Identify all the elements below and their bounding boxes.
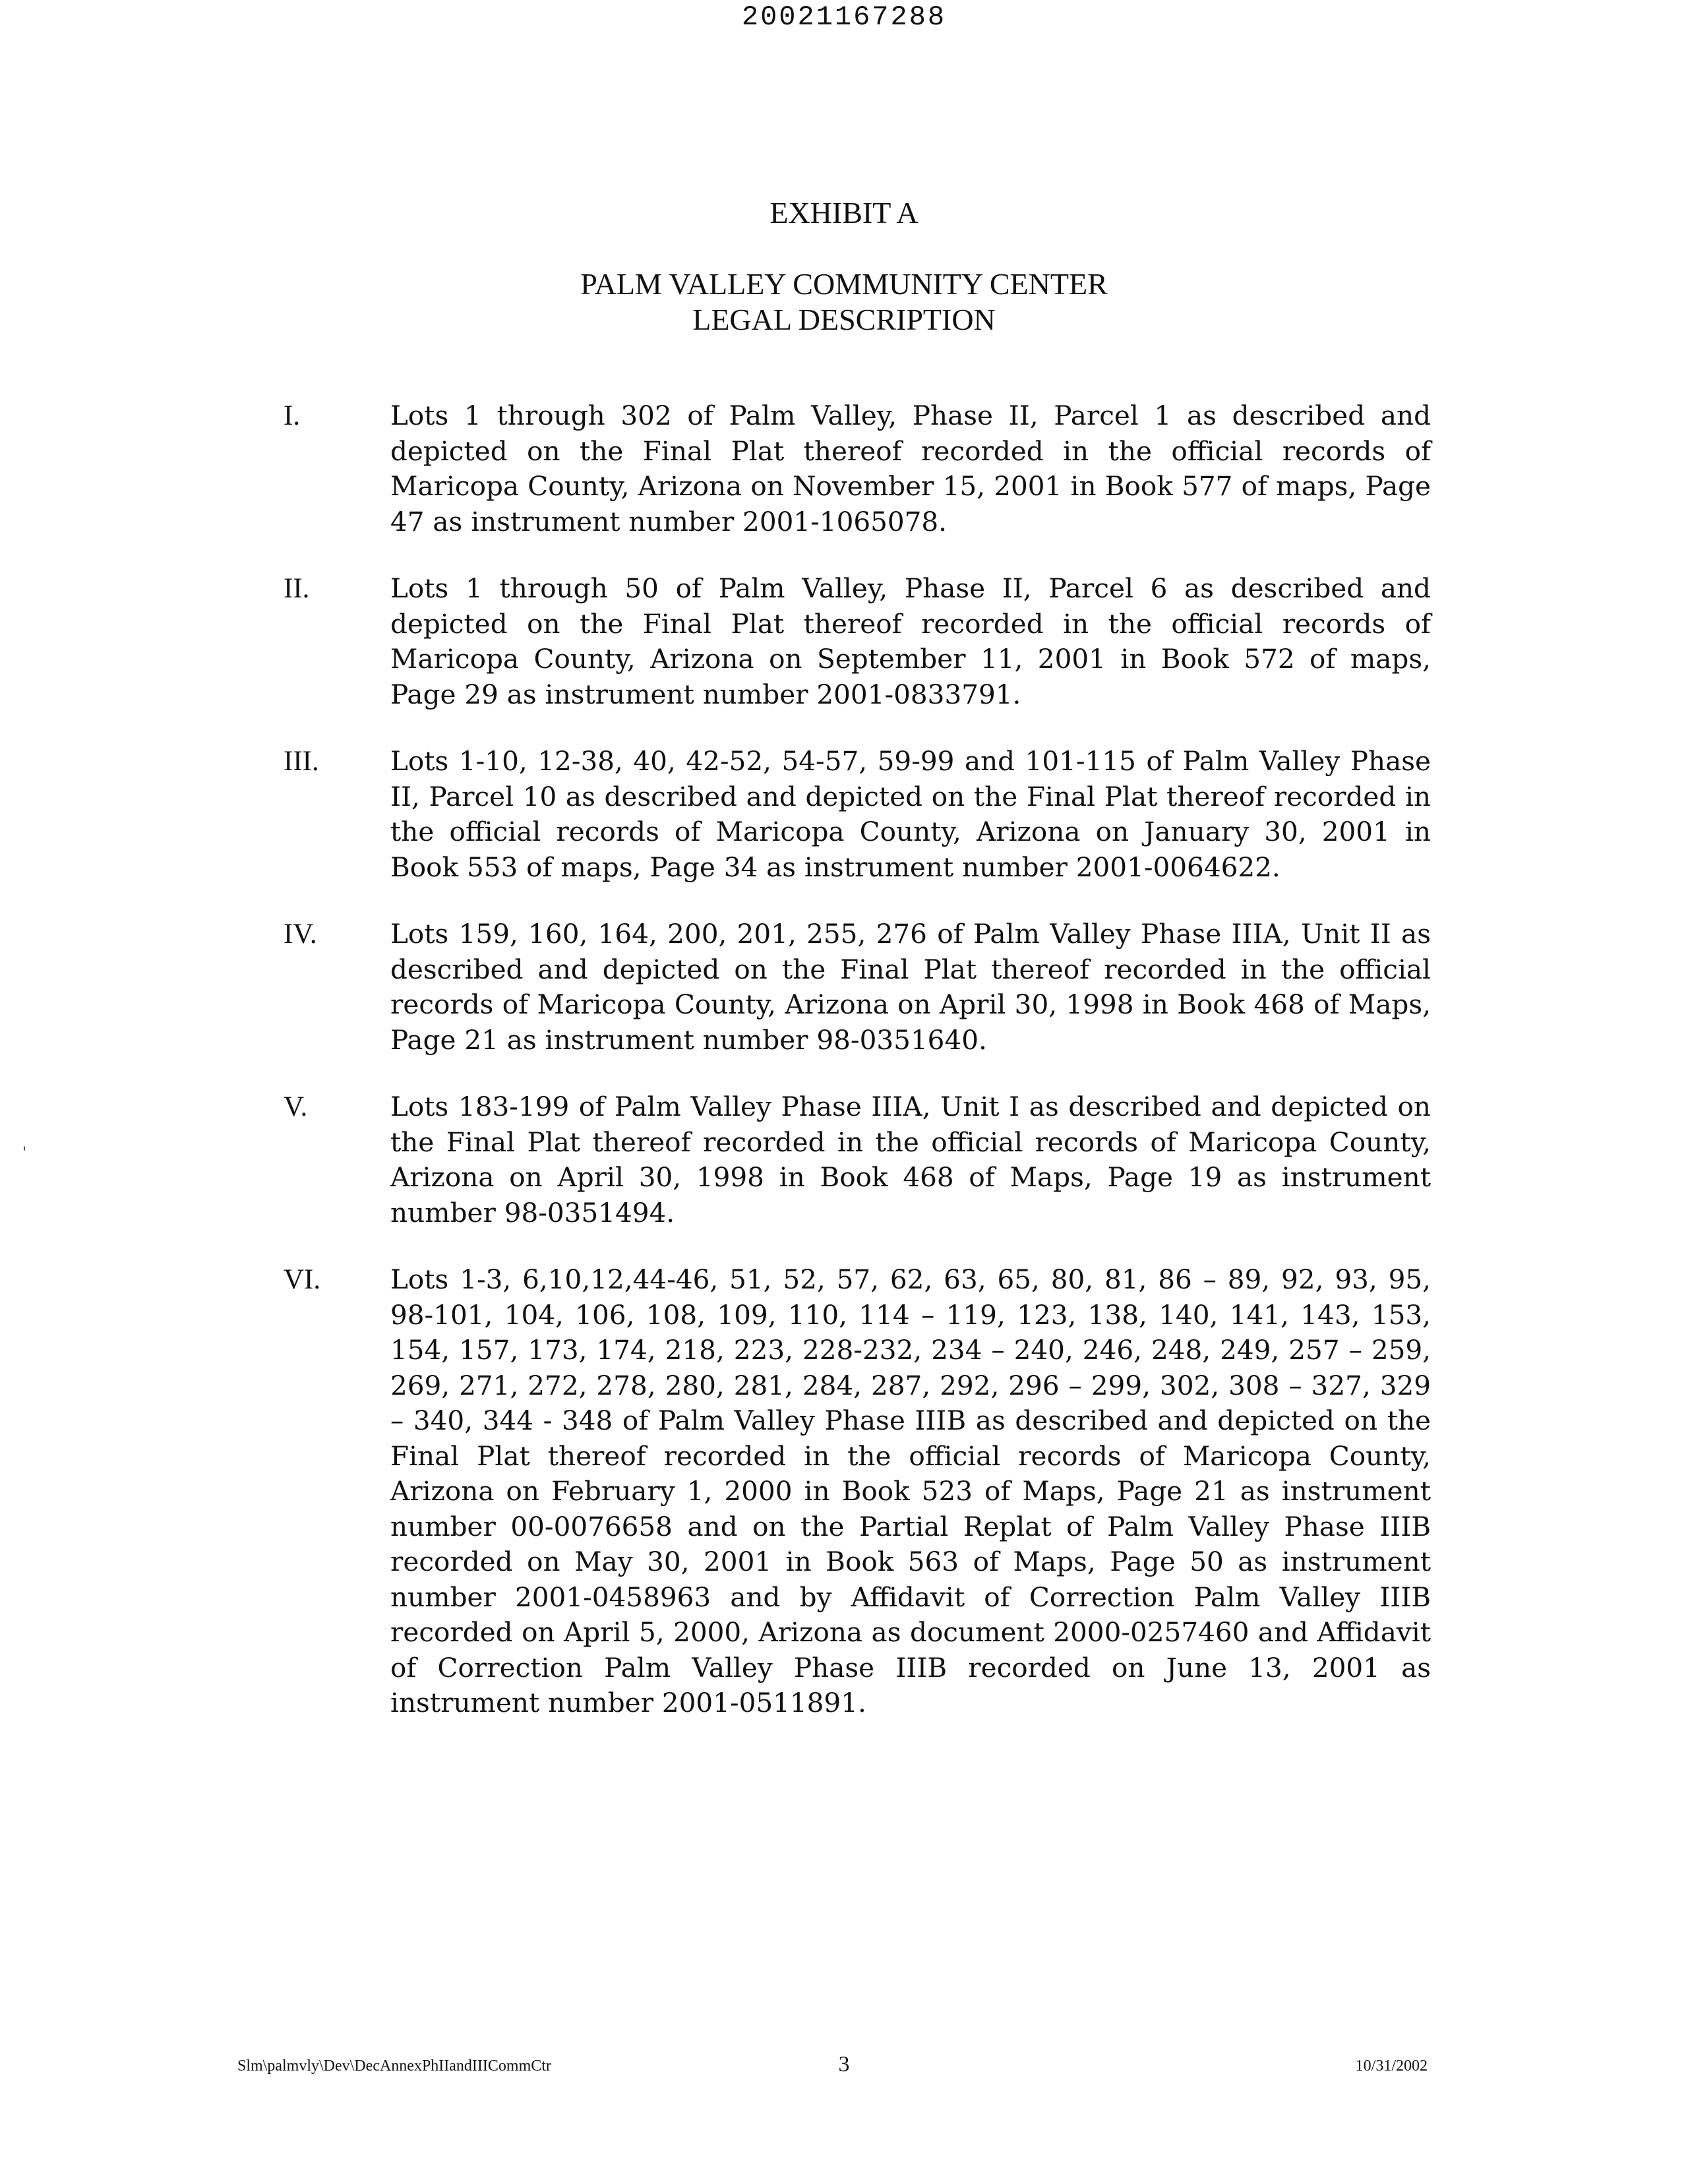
item-text: Lots 1 through 302 of Palm Valley, Phase II, Parcel 1 as described and depicted on the Final Plat thereof recorded in the official records of Maricopa County, Arizona on November 15, 2001 in Book 577 of maps, Page 47 as instrument number 2001-1065078. (390, 400, 1431, 537)
document-number: 20021167288 (741, 1, 947, 33)
page-title (0, 266, 1688, 338)
item-numeral: III. (284, 746, 319, 777)
item-text: Lots 159, 160, 164, 200, 201, 255, 276 of Palm Valley Phase IIIA, Unit II as described and depicted on the Final Plat thereof recorded in the official records of Maricopa County, Arizona on April 30, 1998 in Book 468 of Maps, Page 21 as instrument number 98-0351640. (390, 918, 1431, 1056)
list-item (284, 744, 1431, 885)
item-numeral: IV. (284, 919, 317, 950)
item-text: Lots 183-199 of Palm Valley Phase IIIA, Unit I as described and depicted on the Final Plat thereof recorded in the official records of Maricopa County, Arizona on April 30, 1998 in Book 468 of Maps, Page 19 as instrument number 98-0351494. (390, 1091, 1431, 1228)
legal-description-list (284, 398, 1431, 1753)
list-item (284, 1262, 1431, 1721)
title-line-2: LEGAL DESCRIPTION (692, 303, 996, 336)
list-item (284, 917, 1431, 1058)
exhibit-title: EXHIBIT A (769, 196, 919, 229)
footer-date: 10/31/2002 (1355, 2057, 1428, 2075)
item-numeral: VI. (284, 1264, 321, 1295)
list-item (284, 571, 1431, 712)
list-item (284, 398, 1431, 539)
item-numeral: I. (284, 400, 301, 431)
item-numeral: V. (284, 1091, 308, 1122)
footer-page-number: 3 (838, 2052, 850, 2077)
title-line-1: PALM VALLEY COMMUNITY CENTER (580, 267, 1108, 301)
item-text: Lots 1-3, 6,10,12,44-46, 51, 52, 57, 62, 63, 65, 80, 81, 86 – 89, 92, 93, 95, 98-101, 104, 106, 108, 109, 110, 114 – 119, 123, 138, 140, 141, 143, 153, 154, 157, 173, 174, 218, 223, 228-232, 234 – 240, 246, 248, 249, 257 – 259, 269, 271, 272, 278, 280, 281, 284, 287, 292, 296 – 299, 302, 308 – 327, 329 – 340, 344 - 348 of Palm Valley Phase IIIB as described and depicted on the Final Plat thereof recorded in the official records of Maricopa County, Arizona on February 1, 2000 in Book 523 of Maps, Page 21 as instrument number 00-0076658 and on the Partial Replat of Palm Valley Phase IIIB recorded on May 30, 2001 in Book 563 of Maps, Page 50 as instrument number 2001-0458963 and by Affidavit of Correction Palm Valley IIIB recorded on April 5, 2000, Arizona as document 2000-0257460 and Affidavit of Correction Palm Valley Phase IIIB recorded on June 13, 2001 as instrument number 2001-0511891. (390, 1263, 1431, 1718)
item-text: Lots 1 through 50 of Palm Valley, Phase II, Parcel 6 as described and depicted on the Final Plat thereof recorded in the official records of Maricopa County, Arizona on September 11, 2001 in Book 572 of maps, Page 29 as instrument number 2001-0833791. (390, 572, 1431, 710)
list-item (284, 1089, 1431, 1230)
scan-speck: ' (22, 1145, 27, 1161)
item-text: Lots 1-10, 12-38, 40, 42-52, 54-57, 59-99 and 101-115 of Palm Valley Phase II, Parcel 10 as described and depicted on the Final Plat thereof recorded in the official records of Maricopa County, Arizona on January 30, 2001 in Book 553 of maps, Page 34 as instrument number 2001-0064622. (390, 745, 1431, 883)
item-numeral: II. (284, 573, 310, 604)
footer-file-path: Slm\palmvly\Dev\DecAnnexPhIIandIIICommCtr (237, 2057, 551, 2075)
